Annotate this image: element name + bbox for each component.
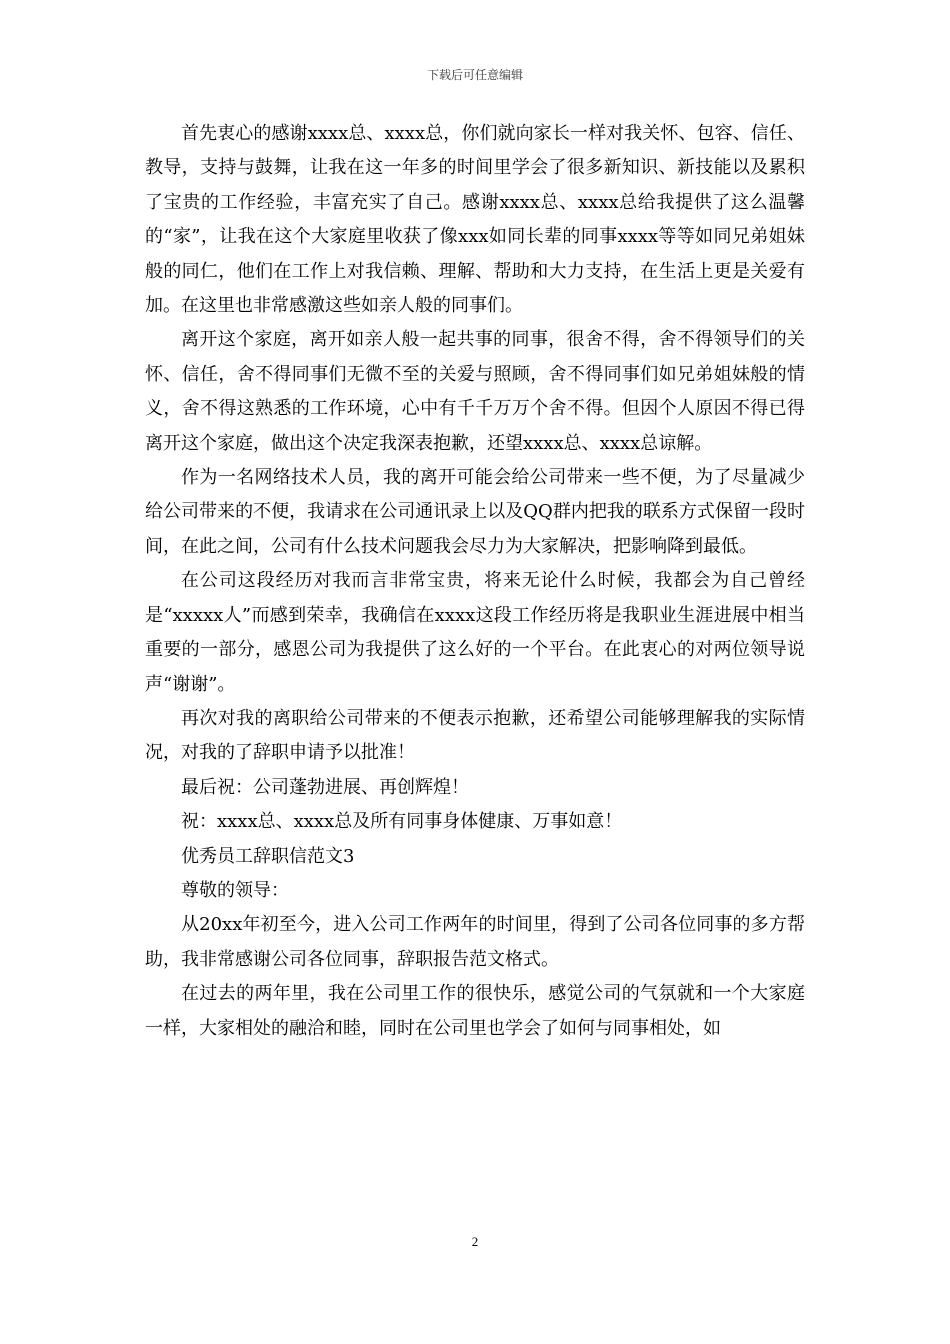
page-header: 下载后可任意编辑 bbox=[426, 68, 523, 82]
salutation: 尊敬的领导： bbox=[181, 879, 289, 901]
paragraph-4: 在公司这段经历对我而言非常宝贵，将来无论什么时候，我都会为自己曾经是“xxxxx人”而感到荣幸，我确信在xxxx这段工作经历将是我职业生涯进展中相当重要的一部分，感恩公司为我提供了这么好的一个平台。在此衷心的对两位领导说声“谢谢”。 bbox=[145, 570, 805, 695]
document-body bbox=[145, 117, 805, 1046]
paragraph-8: 从20xx年初至今，进入公司工作两年的时间里，得到了公司各位同事的多方帮助，我非常感谢公司各位同事，辞职报告范文格式。 bbox=[145, 914, 805, 970]
section-title: 优秀员工辞职信范文3 bbox=[181, 845, 355, 867]
page-number: 2 bbox=[471, 1234, 479, 1249]
paragraph-9: 在过去的两年里，我在公司里工作的很快乐，感觉公司的气氛就和一个大家庭一样，大家相处的融洽和睦，同时在公司里也学会了如何与同事相处，如 bbox=[145, 983, 805, 1039]
paragraph-6: 最后祝：公司蓬勃进展、再创辉煌！ bbox=[181, 776, 469, 798]
paragraph-3: 作为一名网络技术人员，我的离开可能会给公司带来一些不便，为了尽量减少给公司带来的不便，我请求在公司通讯录上以及QQ群内把我的联系方式保留一段时间，在此之间，公司有什么技术问题我会尽力为大家解决，把影响降到最低。 bbox=[145, 467, 805, 557]
paragraph-5: 再次对我的离职给公司带来的不便表示抱歉，还希望公司能够理解我的实际情况，对我的了辞职申请予以批准！ bbox=[145, 707, 805, 764]
paragraph-2: 离开这个家庭，离开如亲人般一起共事的同事，很舍不得，舍不得领导们的关怀、信任，舍不得同事们无微不至的关爱与照顾，舍不得同事们如兄弟姐妹般的情义，舍不得这熟悉的工作环境，心中有千千万万个舍不得。但因个人原因不得已得离开这个家庭，做出这个决定我深表抱歉，还望xxxx总、xxxx总谅解。 bbox=[145, 329, 805, 454]
paragraph-1: 首先衷心的感谢xxxx总、xxxx总，你们就向家长一样对我关怀、包容、信任、教导，支持与鼓舞，让我在这一年多的时间里学会了很多新知识、新技能以及累积了宝贵的工作经验，丰富充实了自己。感谢xxxx总、xxxx总给我提供了这么温馨的“家”，让我在这个大家庭里收获了像xxx如同长辈的同事xxxx等等如同兄弟姐妹般的同仁，他们在工作上对我信赖、理解、帮助和大力支持，在生活上更是关爱有加。在这里也非常感激这些如亲人般的同事们。 bbox=[145, 123, 805, 317]
paragraph-7: 祝：xxxx总、xxxx总及所有同事身体健康、万事如意！ bbox=[181, 811, 623, 833]
